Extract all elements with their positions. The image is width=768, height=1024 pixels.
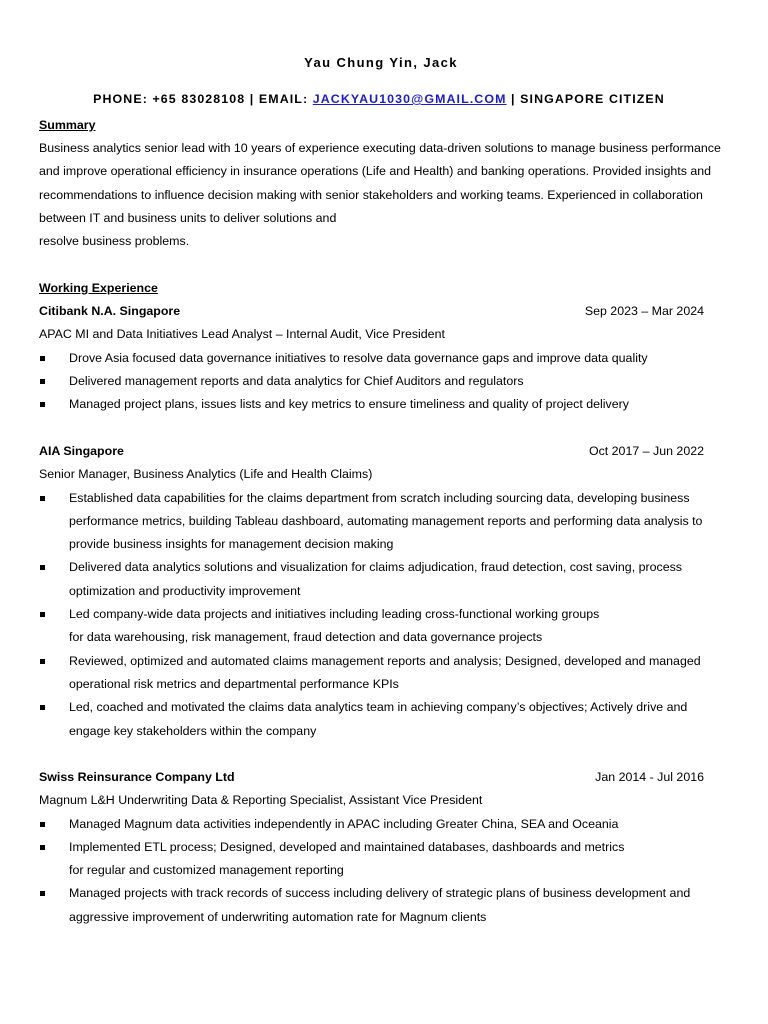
phone-label: PHONE: +65 83028108 | EMAIL: [93,92,313,106]
bullet-line: Reviewed, optimized and automated claims management reports and analysis; Designed, developed and managed [69,653,701,668]
bullet-line: Established data capabilities for the claims department from scratch including sourcing data, developing business [69,490,690,505]
square-bullet-icon [40,705,45,710]
bullet-line: optimization and productivity improvement [69,583,301,598]
bullet-item [39,347,739,370]
bullet-item [39,882,739,929]
summary-paragraph [39,137,739,253]
square-bullet-icon [40,612,45,617]
contact-line [0,92,758,106]
job-section [39,440,739,743]
job-dates: Sep 2023 – Mar 2024 [584,304,704,318]
summary-line: recommendations to influence decision making with senior stakeholders and working teams. Experienced in collaboration [39,187,703,202]
job-role: Senior Manager, Business Analytics (Life and Health Claims) [39,467,373,482]
bullet-line: performance metrics, building Tableau dashboard, automating management reports and performing data analysis to [69,513,703,528]
summary-line: and improve operational efficiency in insurance operations (Life and Health) and banking operations. Provided insights and [39,164,712,179]
candidate-name: Yau Chung Yin, Jack [304,55,458,70]
job-role: Magnum L&H Underwriting Data & Reporting Specialist, Assistant Vice President [39,793,483,808]
bullet-line: Delivered management reports and data analytics for Chief Auditors and regulators [69,373,524,388]
bullet-line: Drove Asia focused data governance initiatives to resolve data governance gaps and improve data quality [69,350,648,365]
square-bullet-icon [40,659,45,664]
job-bullets [39,813,739,929]
job-dates: Jan 2014 - Jul 2016 [595,770,704,784]
job-section [39,766,739,929]
job-bullets [39,347,739,417]
summary-line: between IT and business units to deliver solutions and [39,210,337,225]
square-bullet-icon [40,822,45,827]
bullet-item [39,603,739,650]
square-bullet-icon [40,379,45,384]
bullet-item [39,370,739,393]
square-bullet-icon [40,356,45,361]
citizenship-label: | SINGAPORE CITIZEN [506,92,665,106]
email-link[interactable]: JACKYAU1030@GMAIL.COM [312,92,507,106]
summary-heading: Summary [39,118,96,132]
bullet-line: aggressive improvement of underwriting automation rate for Magnum clients [69,909,487,924]
job-header [39,440,739,463]
job-dates: Oct 2017 – Jun 2022 [588,444,704,458]
bullet-line: provide business insights for management decision making [69,537,394,552]
bullet-line: engage key stakeholders within the company [69,723,317,738]
summary-section [39,114,739,253]
bullet-item [39,836,739,883]
square-bullet-icon [40,496,45,501]
bullet-line: Delivered data analytics solutions and visualization for claims adjudication, fraud detection, cost saving, process [69,560,682,575]
bullet-line: operational risk metrics and departmental performance KPIs [69,676,399,691]
bullet-item [39,393,739,416]
bullet-line: Led, coached and motivated the claims data analytics team in achieving company’s objectives; Actively drive and [69,700,688,715]
bullet-item [39,696,739,743]
bullet-item [39,650,739,697]
job-header [39,300,739,323]
bullet-item [39,487,739,557]
company-name: AIA Singapore [39,444,124,458]
job-header [39,766,739,789]
bullet-line: Led company-wide data projects and initiatives including leading cross-functional working groups [69,607,600,622]
square-bullet-icon [40,891,45,896]
experience-heading: Working Experience [39,281,158,295]
bullet-line: Managed projects with track records of success including delivery of strategic plans of business development and [69,886,691,901]
square-bullet-icon [40,565,45,570]
bullet-line: for regular and customized management reporting [69,863,344,878]
bullet-item [39,556,739,603]
bullet-line: Implemented ETL process; Designed, developed and maintained databases, dashboards and metrics [69,839,625,854]
company-name: Swiss Reinsurance Company Ltd [39,770,235,784]
job-bullets [39,487,739,743]
summary-line: resolve business problems. [39,234,190,249]
job-role: APAC MI and Data Initiatives Lead Analyst – Internal Audit, Vice President [39,327,445,342]
bullet-line: Managed Magnum data activities independently in APAC including Greater China, SEA and Oceania [69,816,619,831]
company-name: Citibank N.A. Singapore [39,304,181,318]
bullet-item [39,813,739,836]
summary-line: Business analytics senior lead with 10 years of experience executing data-driven solutions to manage business performance [39,141,721,155]
bullet-line: for data warehousing, risk management, fraud detection and data governance projects [69,630,543,645]
bullet-line: Managed project plans, issues lists and key metrics to ensure timeliness and quality of project delivery [69,397,629,412]
square-bullet-icon [40,845,45,850]
square-bullet-icon [40,402,45,407]
experience-section [39,277,739,416]
